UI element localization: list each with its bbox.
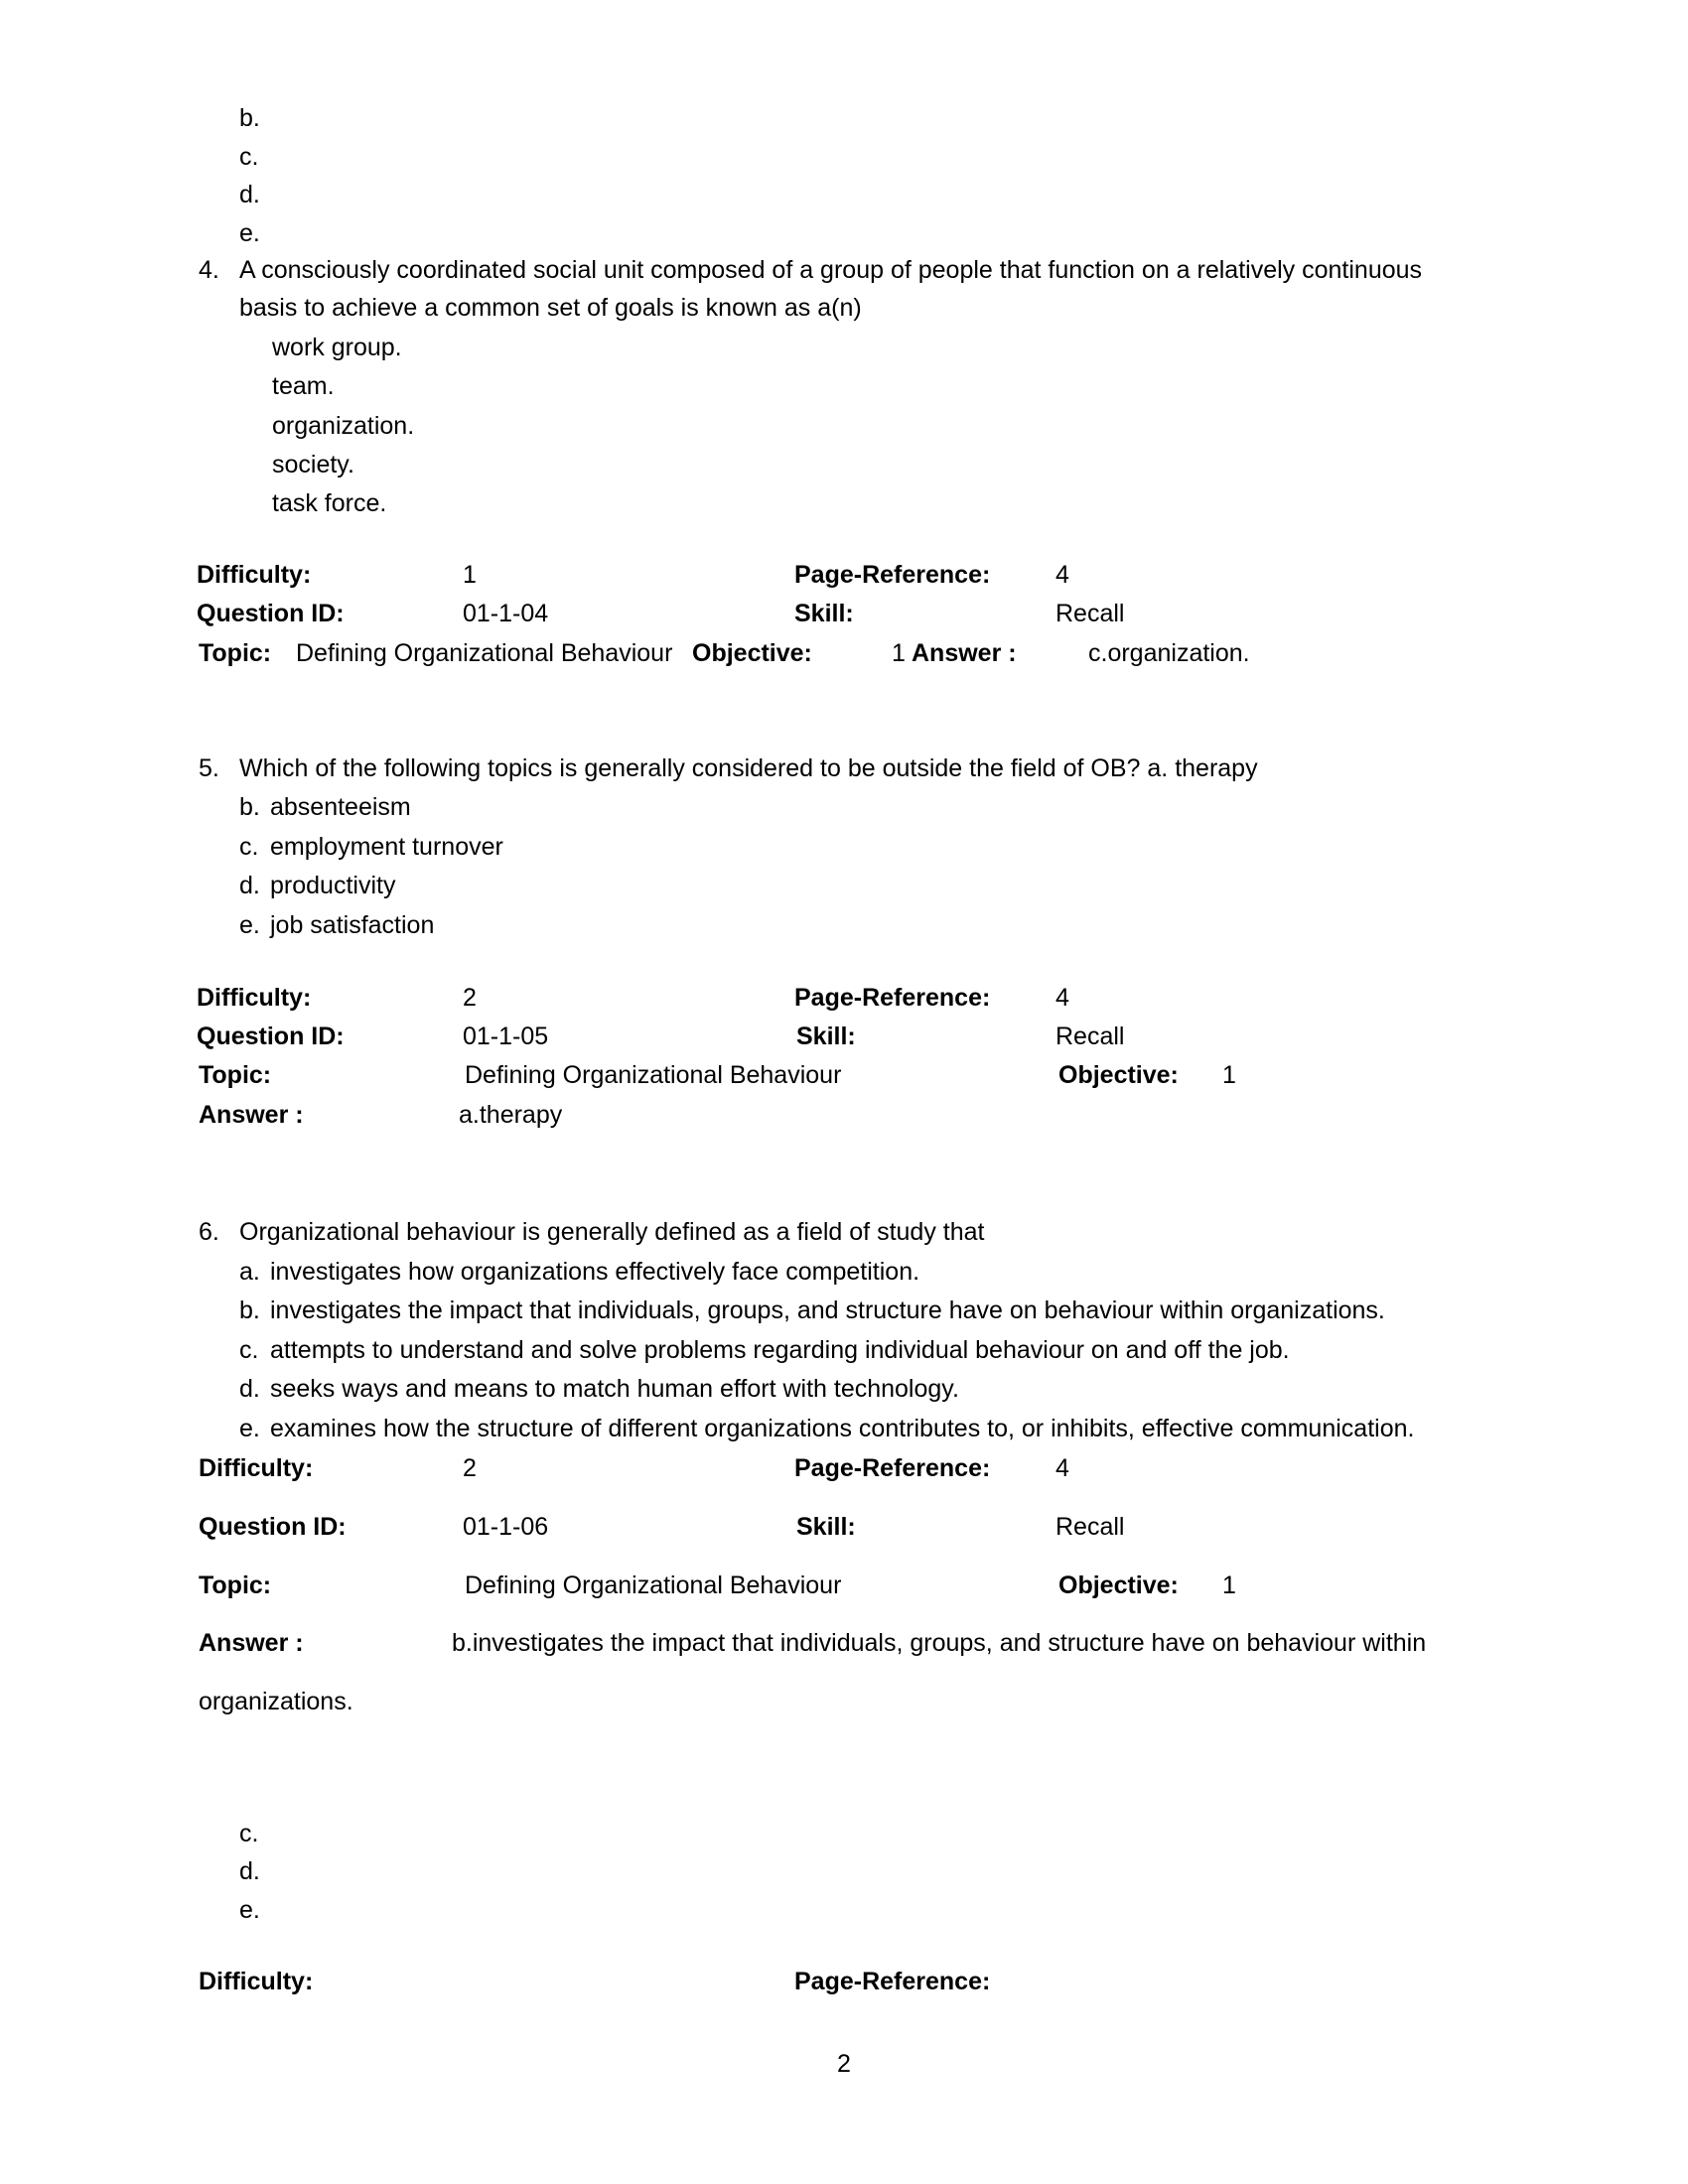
q5-skill-value: Recall bbox=[1055, 1023, 1125, 1050]
q6-option-text: investigates how organizations effectively face competition. bbox=[270, 1258, 920, 1286]
q6-stem: Organizational behaviour is generally defined as a field of study that bbox=[239, 1218, 985, 1246]
q5-option-letter: b. bbox=[239, 793, 260, 821]
q4-option: task force. bbox=[272, 489, 387, 517]
q7-option-letter: d. bbox=[239, 1857, 260, 1885]
q3-option-letter: e. bbox=[239, 219, 260, 247]
q5-answer-label: Answer : bbox=[199, 1101, 304, 1129]
q5-page-reference-value: 4 bbox=[1055, 984, 1069, 1012]
q6-topic-label: Topic: bbox=[199, 1571, 272, 1599]
q7-option-letter: c. bbox=[239, 1820, 259, 1847]
q4-objective-label: Objective: bbox=[692, 639, 812, 667]
q3-option-letter: c. bbox=[239, 143, 259, 171]
q6-answer-value-line2: organizations. bbox=[199, 1688, 353, 1715]
page-number: 2 bbox=[837, 2050, 851, 2078]
q6-difficulty-label: Difficulty: bbox=[199, 1454, 314, 1482]
q5-objective-label: Objective: bbox=[1058, 1061, 1179, 1089]
q6-option-letter: d. bbox=[239, 1375, 260, 1403]
q6-answer-label: Answer : bbox=[199, 1629, 304, 1657]
q4-question-id-label: Question ID: bbox=[197, 600, 345, 627]
q5-option-letter: e. bbox=[239, 911, 260, 939]
q6-option-letter: a. bbox=[239, 1258, 260, 1286]
q5-question-id-label: Question ID: bbox=[197, 1023, 345, 1050]
q3-option-letter: d. bbox=[239, 181, 260, 208]
q4-option: society. bbox=[272, 451, 354, 478]
q7-page-reference-label: Page-Reference: bbox=[794, 1968, 991, 1995]
q4-skill-label: Skill: bbox=[794, 600, 854, 627]
q6-option-letter: e. bbox=[239, 1415, 260, 1442]
q5-difficulty-label: Difficulty: bbox=[197, 984, 312, 1012]
q4-skill-value: Recall bbox=[1055, 600, 1125, 627]
q5-option-text: job satisfaction bbox=[270, 911, 435, 939]
q4-difficulty-label: Difficulty: bbox=[197, 561, 312, 589]
q5-topic-label: Topic: bbox=[199, 1061, 272, 1089]
q5-number: 5. bbox=[199, 754, 219, 782]
q6-option-text: seeks ways and means to match human effort with technology. bbox=[270, 1375, 959, 1403]
q5-answer-value: a.therapy bbox=[459, 1101, 563, 1129]
q6-difficulty-value: 2 bbox=[463, 1454, 477, 1482]
q4-question-id-value: 01-1-04 bbox=[463, 600, 549, 627]
q4-answer-value: c.organization. bbox=[1088, 639, 1250, 667]
q5-option-text: employment turnover bbox=[270, 833, 503, 861]
q6-question-id-label: Question ID: bbox=[199, 1513, 347, 1541]
q6-topic-value: Defining Organizational Behaviour bbox=[465, 1571, 842, 1599]
q4-difficulty-value: 1 bbox=[463, 561, 477, 589]
q4-topic-label: Topic: bbox=[199, 639, 272, 667]
q5-option-text: productivity bbox=[270, 872, 396, 899]
q6-option-letter: b. bbox=[239, 1297, 260, 1324]
q4-number: 4. bbox=[199, 256, 219, 284]
q5-option-letter: d. bbox=[239, 872, 260, 899]
q6-objective-label: Objective: bbox=[1058, 1571, 1179, 1599]
q6-question-id-value: 01-1-06 bbox=[463, 1513, 549, 1541]
q6-number: 6. bbox=[199, 1218, 219, 1246]
q4-page-reference-value: 4 bbox=[1055, 561, 1069, 589]
q4-answer-label: Answer : bbox=[912, 639, 1017, 667]
q4-option: work group. bbox=[272, 334, 402, 361]
q4-topic-value: Defining Organizational Behaviour bbox=[296, 639, 673, 667]
q7-option-letter: e. bbox=[239, 1896, 260, 1924]
q4-objective-value: 1 bbox=[892, 639, 906, 667]
q5-objective-value: 1 bbox=[1222, 1061, 1236, 1089]
q5-difficulty-value: 2 bbox=[463, 984, 477, 1012]
q3-option-letter: b. bbox=[239, 104, 260, 132]
q4-page-reference-label: Page-Reference: bbox=[794, 561, 991, 589]
q6-skill-label: Skill: bbox=[796, 1513, 856, 1541]
q6-objective-value: 1 bbox=[1222, 1571, 1236, 1599]
q5-option-letter: c. bbox=[239, 833, 259, 861]
q5-page-reference-label: Page-Reference: bbox=[794, 984, 991, 1012]
q5-question-id-value: 01-1-05 bbox=[463, 1023, 549, 1050]
q6-skill-value: Recall bbox=[1055, 1513, 1125, 1541]
q7-difficulty-label: Difficulty: bbox=[199, 1968, 314, 1995]
q5-skill-label: Skill: bbox=[796, 1023, 856, 1050]
q6-page-reference-value: 4 bbox=[1055, 1454, 1069, 1482]
q6-option-text: investigates the impact that individuals, groups, and structure have on behaviour within organizations. bbox=[270, 1297, 1385, 1324]
q5-stem: Which of the following topics is generally considered to be outside the field of OB? a. therapy bbox=[239, 754, 1258, 782]
q6-option-text: examines how the structure of different organizations contributes to, or inhibits, effective communication. bbox=[270, 1415, 1415, 1442]
q6-option-letter: c. bbox=[239, 1336, 259, 1364]
q4-option: organization. bbox=[272, 412, 415, 440]
q6-answer-value-line1: b.investigates the impact that individuals, groups, and structure have on behaviour within bbox=[452, 1629, 1427, 1657]
q4-stem-line2: basis to achieve a common set of goals is known as a(n) bbox=[239, 294, 862, 322]
q4-stem-line1: A consciously coordinated social unit composed of a group of people that function on a relatively continuous bbox=[239, 256, 1423, 284]
q4-option: team. bbox=[272, 372, 335, 400]
q6-page-reference-label: Page-Reference: bbox=[794, 1454, 991, 1482]
q5-option-text: absenteeism bbox=[270, 793, 411, 821]
q5-topic-value: Defining Organizational Behaviour bbox=[465, 1061, 842, 1089]
q6-option-text: attempts to understand and solve problems regarding individual behaviour on and off the job. bbox=[270, 1336, 1290, 1364]
